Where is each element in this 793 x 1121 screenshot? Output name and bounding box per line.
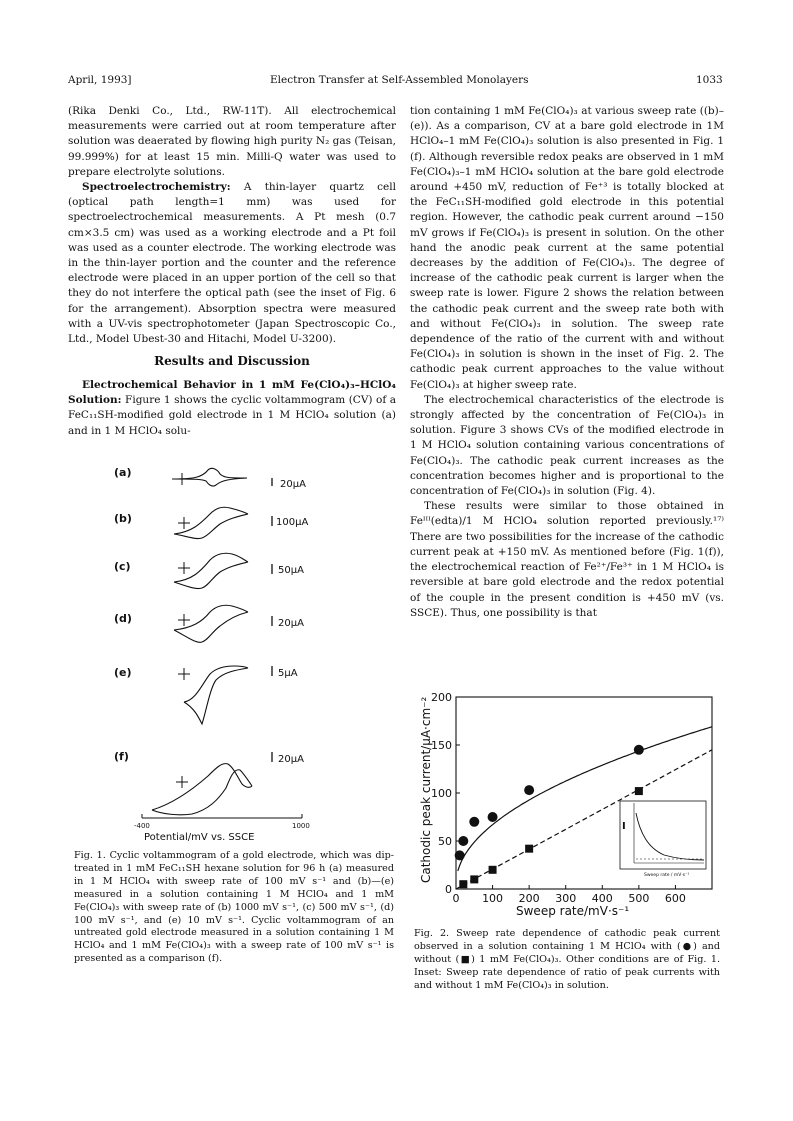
figure-1-caption — [74, 850, 394, 966]
left-column-bottom — [68, 378, 396, 439]
data-point-square — [470, 875, 478, 883]
running-header-title: Electron Transfer at Self-Assembled Monolayers — [270, 74, 529, 86]
data-point-circle — [634, 745, 644, 755]
cv-curve — [152, 764, 252, 815]
current-scale-label: 50µA — [278, 565, 304, 576]
x-tick-label: 0 — [452, 892, 460, 905]
caption-label: Fig. 2. — [414, 928, 450, 939]
figure-2 — [408, 683, 718, 923]
y-tick-label: 200 — [431, 691, 452, 704]
cv-curve — [184, 666, 248, 724]
running-header-left: April, 1993] — [68, 74, 132, 86]
data-point-circle — [469, 817, 479, 827]
x-min-label: -400 — [134, 822, 150, 830]
data-point-circle — [488, 812, 498, 822]
paragraph-body: Figure 1 shows the cyclic voltammogram (CV) of a FeC₁₁SH-modified gold electrode in 1 M HClO₄ solution (a) and in 1 M HClO₄ solu- — [68, 394, 396, 437]
cv-curve — [174, 605, 248, 642]
x-tick-label: 100 — [482, 892, 504, 905]
inset-y-label: I — [622, 821, 626, 832]
cv-panel-b — [114, 507, 308, 538]
data-point-circle — [455, 850, 465, 860]
inset-x-label: Sweep rate / mV·s⁻¹ — [644, 873, 690, 878]
inset-plot — [620, 801, 706, 878]
x-tick-label: 400 — [591, 892, 613, 905]
x-tick-label: 200 — [518, 892, 540, 905]
panel-label: (a) — [114, 466, 132, 479]
paragraph-heading: Electrochemical Behavior in 1 mM Fe(ClO₄)₃–HClO₄ Solution: — [68, 379, 396, 407]
x-tick-label: 600 — [664, 892, 686, 905]
panel-label: (b) — [114, 512, 132, 525]
current-scale-label: 20µA — [278, 618, 304, 629]
y-tick-label: 50 — [438, 835, 452, 848]
figure-1 — [112, 462, 342, 842]
current-scale-label: 100µA — [276, 517, 309, 528]
paragraph-body: A thin-layer quartz cell (optical path length=1 mm) was used for spectroelectrochemical measurements. A Pt mesh (0.7 cm×3.5 cm) was used as a working electrode and a Pt foil was used as a counter electrode. The working electrode was in the thin-layer portion and the counter and the reference electrode were placed in an upper portion of the cell so that they do not interfere the optical path (see the inset of Fig. 6 for the arrangement). Absorption spectra were measured with a UV-vis spectrophotometer (Japan Spectroscopic Co., Ltd., Model Ubest-30 and Hitachi, Model U-3200). — [68, 181, 396, 346]
page-number: 1033 — [696, 74, 723, 86]
x-max-label: 1000 — [292, 822, 310, 830]
paragraph: tion containing 1 mM Fe(ClO₄)₃ at various sweep rate ((b)–(e)). As a comparison, CV at a bare gold electrode in 1M HClO₄–1 mM Fe(ClO₄)₃ solution is also presented in Fig. 1 (f). Although reversible redox peaks are observed in 1 mM Fe(ClO₄)₃–1 mM HClO₄ solution at the bare gold electrode around +450 mV, reduction of Fe⁺³ is totally blocked at the FeC₁₁SH-modified gold electrode in this potential region. However, the cathodic peak current around −150 mV grows if Fe(ClO₄)₃ is present in solution. On the other hand the anodic peak current at the same potential decreases by the addition of Fe(ClO₄)₃. The degree of increase of the cathodic peak current is larger when the sweep rate is lower. Figure 2 shows the relation between the cathodic peak current and the sweep rate both with and without Fe(ClO₄)₃ in solution. The sweep rate dependence of the ratio of the current with and without Fe(ClO₄)₃ in solution is shown in the inset of Fig. 2. The cathodic peak current approaches to the value without Fe(ClO₄)₃ at higher sweep rate. — [410, 105, 724, 391]
y-tick-label: 100 — [431, 787, 452, 800]
data-point-square — [459, 880, 467, 888]
data-point-circle — [524, 785, 534, 795]
data-point-circle — [458, 836, 468, 846]
panel-label: (c) — [114, 560, 131, 573]
caption-label: Fig. 1. — [74, 850, 106, 861]
cv-panel-f — [114, 750, 304, 815]
paragraph: These results were similar to those obtained in Feᴵᴵᴵ(edta)/1 M HClO₄ solution reported previously.¹⁷⁾ There are two possibilities for the increase of the cathodic current peak at +150 mV. As mentioned before (Fig. 1(f)), the electrochemical reaction of Fe²⁺/Fe³⁺ in 1 M HClO₄ is reversible at bare gold electrode and the redox potential of the couple in the present condition is +450 mV (vs. SSCE). Thus, one possibility is that — [410, 500, 724, 619]
data-point-square — [525, 845, 533, 853]
y-tick-label: 150 — [431, 739, 452, 752]
cv-curve — [174, 553, 248, 588]
paragraph-heading: Spectroelectrochemistry: — [82, 181, 231, 194]
x-axis-label: Potential/mV vs. SSCE — [144, 832, 255, 842]
left-column-top — [68, 104, 396, 347]
y-tick-label: 0 — [445, 883, 452, 896]
figure-2-chart — [408, 683, 718, 923]
cv-panel-d — [114, 605, 304, 642]
x-axis — [134, 814, 310, 842]
figure-1-plot — [112, 462, 342, 842]
section-title: Results and Discussion — [154, 354, 310, 368]
panel-label: (f) — [114, 750, 129, 763]
current-scale-label: 5µA — [278, 668, 298, 679]
cv-panel-c — [114, 553, 304, 588]
paragraph: The electrochemical characteristics of the electrode is strongly affected by the concentration of Fe(ClO₄)₃ in solution. Figure 3 shows CVs of the modified electrode in 1 M HClO₄ solution containing various concentrations of Fe(ClO₄)₃. The cathodic peak current increases as the concentration becomes higher and is proportional to the concentration of Fe(ClO₄)₃ in solution (Fig. 4). — [410, 393, 724, 498]
right-column-top — [410, 104, 724, 621]
panel-label: (d) — [114, 612, 132, 625]
figure-2-caption — [414, 928, 720, 993]
caption-body: Sweep rate dependence of cathodic peak current observed in a solution containing 1 M HClO₄ with (●) and without (■) 1 mM Fe(ClO₄)₃. Other conditions are of Fig. 1. Inset: Sweep rate dependence of ratio of peak currents with and without 1 mM Fe(ClO₄)₃ in solution. — [414, 928, 720, 991]
data-point-square — [635, 787, 643, 795]
paragraph: (Rika Denki Co., Ltd., RW-11T). All electrochemical measurements were carried out at room temperature after solution was deaerated by flowing high purity N₂ gas (Teisan, 99.999%) for at least 15 min. Milli-Q water was used to prepare electrolyte solutions. — [68, 105, 396, 178]
cv-panel-a — [114, 466, 306, 490]
current-scale-label: 20µA — [278, 754, 304, 765]
panel-label: (e) — [114, 666, 132, 679]
paragraph — [68, 180, 396, 347]
y-axis-label: Cathodic peak current/µA·cm⁻² — [419, 696, 433, 883]
x-axis-label: Sweep rate/mV·s⁻¹ — [516, 904, 630, 918]
cv-panel-e — [114, 666, 298, 724]
x-tick-label: 500 — [628, 892, 650, 905]
cv-curve — [172, 468, 247, 486]
paragraph — [68, 378, 396, 439]
caption-body: Cyclic voltammogram of a gold electrode, which was dip-treated in 1 mM FeC₁₁SH hexane solution for 96 h (a) measured in 1 M HClO₄ with sweep rate of 100 mV s⁻¹ and (b)—(e) measured in a solution containing 1 M HClO₄ and 1 mM Fe(ClO₄)₃ with sweep rate of (b) 1000 mV s⁻¹, (c) 500 mV s⁻¹, (d) 100 mV s⁻¹, and (e) 10 mV s⁻¹. Cyclic voltammogram of an untreated gold electrode measured in a solution containing 1 M HClO₄ and 1 mM Fe(ClO₄)₃ with a sweep rate of 100 mV s⁻¹ is presented as a comparison (f). — [74, 850, 394, 965]
data-point-square — [489, 866, 497, 874]
x-tick-label: 300 — [555, 892, 577, 905]
current-scale-label: 20µA — [280, 479, 306, 490]
